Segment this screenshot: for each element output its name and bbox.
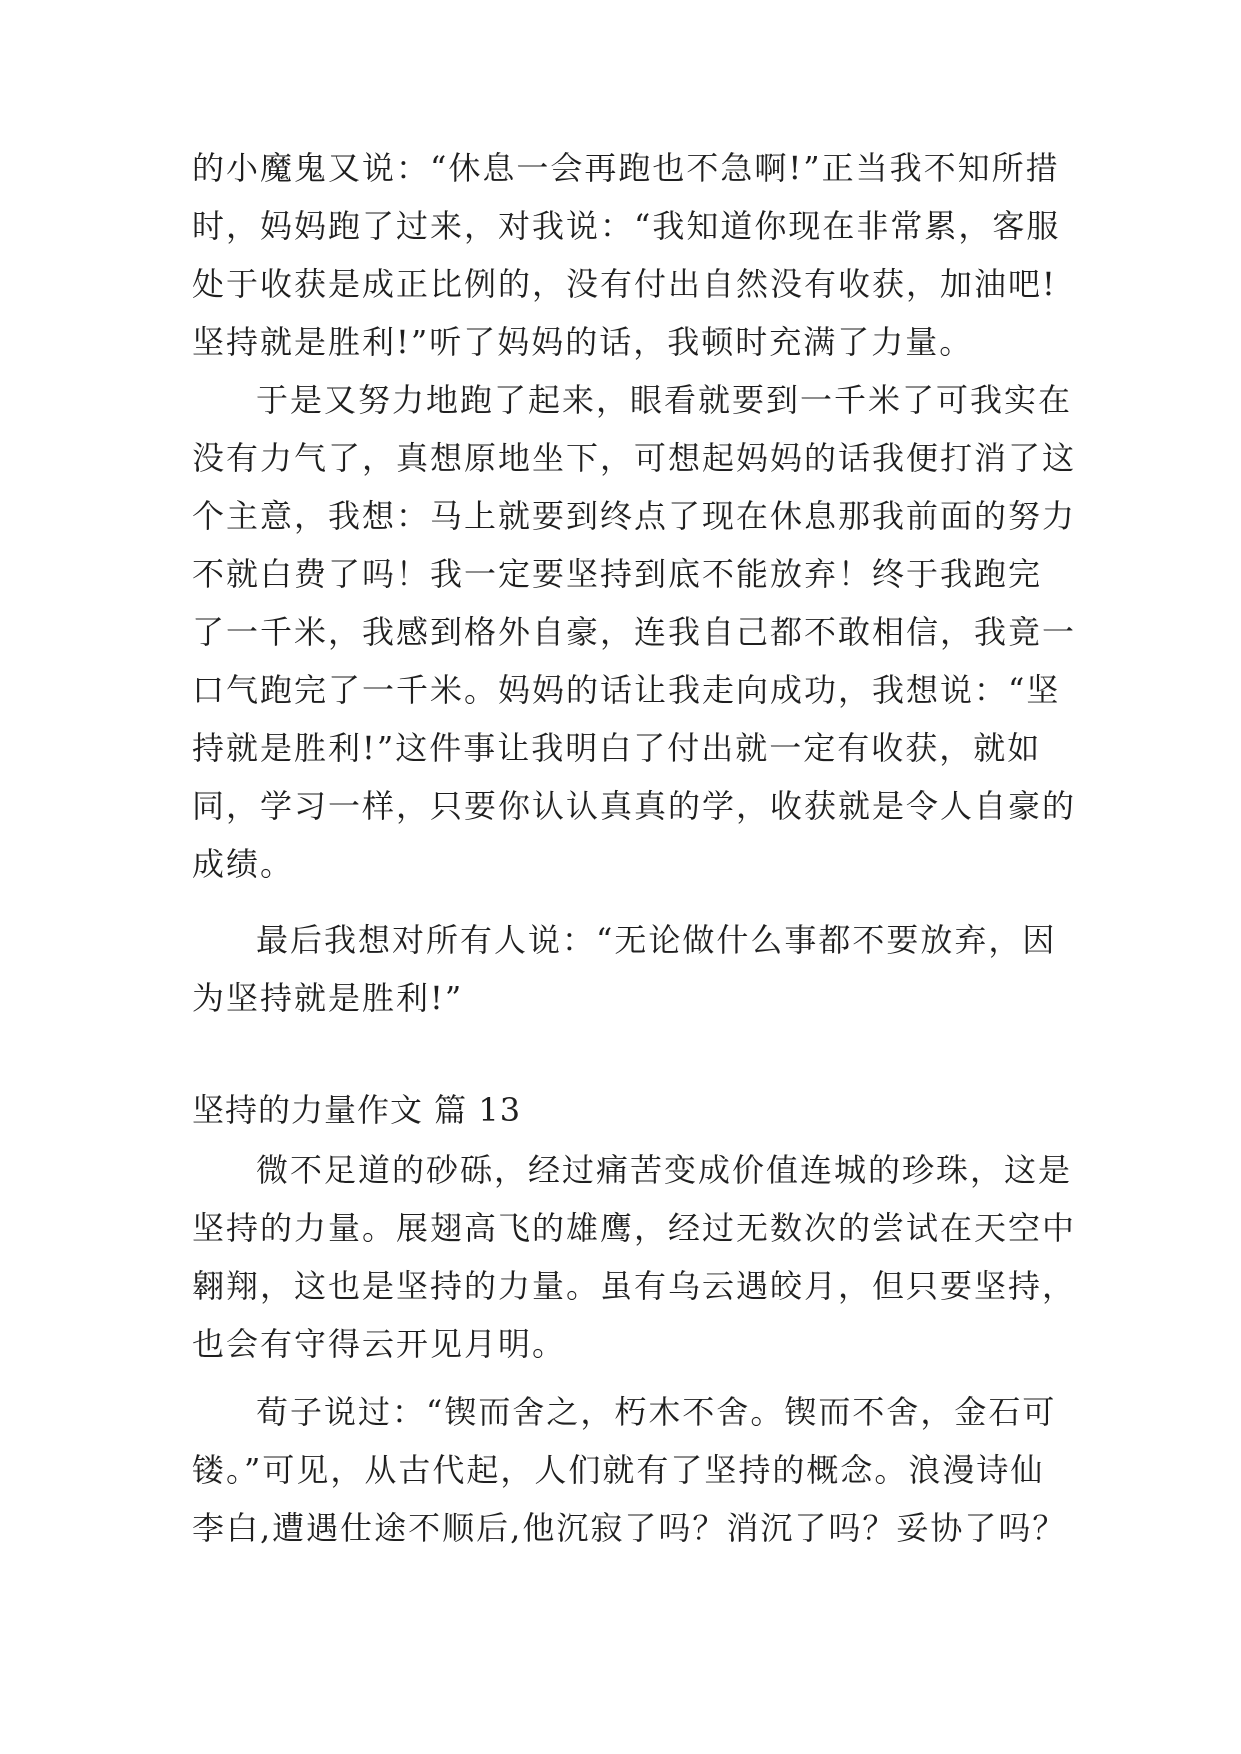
text-line: 同，学习一样，只要你认认真真的学，收获就是令人自豪的	[192, 787, 1077, 825]
paragraph-first-line: 荀子说过：“锲而舍之，朽木不舍。锲而不舍，金石可	[256, 1393, 1057, 1431]
text-line: 时，妈妈跑了过来，对我说：“我知道你现在非常累，客服	[192, 207, 1061, 245]
text-line: 李白,遭遇仕途不顺后,他沉寂了吗？消沉了吗？妥协了吗？	[192, 1509, 1067, 1547]
text-line: 的小魔鬼又说：“休息一会再跑也不急啊!”正当我不知所措	[192, 149, 1060, 187]
text-line: 持就是胜利!”这件事让我明白了付出就一定有收获，就如	[192, 729, 1042, 767]
paragraph-first-line: 最后我想对所有人说：“无论做什么事都不要放弃，因	[256, 921, 1057, 959]
text-line: 没有力气了，真想原地坐下，可想起妈妈的话我便打消了这	[192, 439, 1077, 477]
text-line: 坚持就是胜利!”听了妈妈的话，我顿时充满了力量。	[192, 323, 974, 361]
text-line: 也会有守得云开见月明。	[192, 1325, 567, 1363]
text-line: 处于收获是成正比例的，没有付出自然没有收获，加油吧!	[192, 265, 1057, 303]
paragraph-first-line: 于是又努力地跑了起来，眼看就要到一千米了可我实在	[256, 381, 1073, 419]
text-line: 为坚持就是胜利!”	[192, 979, 464, 1017]
text-line: 了一千米，我感到格外自豪，连我自己都不敢相信，我竟一	[192, 613, 1077, 651]
text-line: 不就白费了吗！我一定要坚持到底不能放弃！终于我跑完	[192, 555, 1043, 593]
text-line: 镂。”可见，从古代起，人们就有了坚持的概念。浪漫诗仙	[192, 1451, 1045, 1489]
paragraph-first-line: 微不足道的砂砾，经过痛苦变成价值连城的珍珠，这是	[256, 1151, 1073, 1189]
text-line: 翱翔，这也是坚持的力量。虽有乌云遇皎月，但只要坚持，	[192, 1267, 1077, 1305]
text-line: 个主意，我想：马上就要到终点了现在休息那我前面的努力	[192, 497, 1077, 535]
text-line: 口气跑完了一千米。妈妈的话让我走向成功，我想说：“坚	[192, 671, 1061, 709]
text-line: 坚持的力量。展翅高飞的雄鹰，经过无数次的尝试在天空中	[192, 1209, 1077, 1247]
text-line: 成绩。	[192, 845, 295, 883]
section-heading: 坚持的力量作文 篇 13	[192, 1091, 522, 1129]
